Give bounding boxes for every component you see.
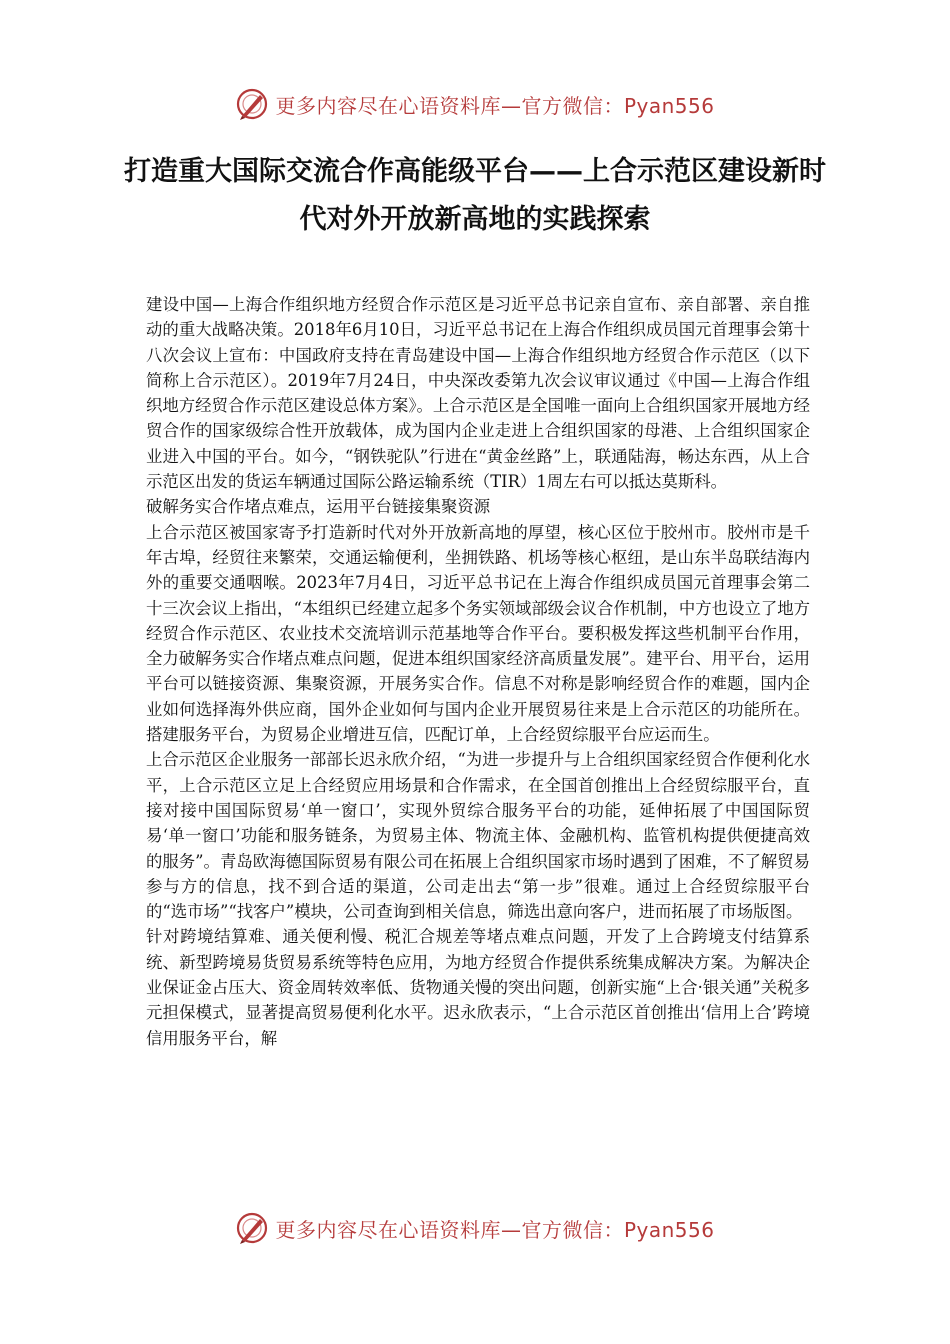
paragraph: 上合示范区被国家寄予打造新时代对外开放新高地的厚望，核心区位于胶州市。胶州市是千年古埠，经贸往来繁荣，交通运输便利，坐拥铁路、机场等核心枢纽，是山东半岛联结海内外的重要交通咽喉。2023年7月4日，习近平总书记在上海合作组织成员国元首理事会第二十三次会议上指出，“本组织已经建立起多个务实领域部级会议合作机制，中方也设立了地方经贸合作示范区、农业技术交流培训示范基地等合作平台。要积极发挥这些机制平台作用，全力破解务实合作堵点难点问题，促进本组织国家经济高质量发展”。建平台、用平台，运用平台可以链接资源、集聚资源，开展务实合作。信息不对称是影响经贸合作的难题，国内企业如何选择海外供应商，国外企业如何与国内企业开展贸易往来是上合示范区的功能所在。搭建服务平台，为贸易企业增进互信，匹配订单，上合经贸综服平台应运而生。	[146, 522, 811, 745]
footer-banner	[0, 1206, 950, 1250]
banner-text: 更多内容尽在心语资料库—官方微信：Pyan556	[275, 1217, 715, 1242]
banner-text: 更多内容尽在心语资料库—官方微信：Pyan556	[275, 93, 715, 118]
header-banner	[0, 82, 950, 126]
pen-logo-icon	[235, 1211, 269, 1245]
section-heading: 破解务实合作堵点难点，运用平台链接集聚资源	[146, 497, 491, 517]
pen-logo-icon	[235, 87, 269, 121]
document-body	[146, 292, 810, 1051]
document-title: 打造重大国际交流合作高能级平台——上合示范区建设新时代对外开放新高地的实践探索	[124, 156, 826, 235]
paragraph: 建设中国—上海合作组织地方经贸合作示范区是习近平总书记亲自宣布、亲自部署、亲自推动的重大战略决策。2018年6月10日，习近平总书记在上海合作组织成员国元首理事会第十八次会议上宣布：中国政府支持在青岛建设中国—上海合作组织地方经贸合作示范区（以下简称上合示范区）。2019年7月24日，中央深改委第九次会议审议通过《中国—上海合作组织地方经贸合作示范区建设总体方案》。上合示范区是全国唯一面向上合组织国家开展地方经贸合作的国家级综合性开放载体，成为国内企业走进上合组织国家的母港、上合组织国家企业进入中国的平台。如今，“钢铁驼队”行进在“黄金丝路”上，联通陆海，畅达东西，从上合示范区出发的货运车辆通过国际公路运输系统（TIR）1周左右可以抵达莫斯科。	[146, 295, 810, 492]
paragraph: 上合示范区企业服务一部部长迟永欣介绍，“为进一步提升与上合组织国家经贸合作便利化水平，上合示范区立足上合经贸应用场景和合作需求，在全国首创推出上合经贸综服平台，直接对接中国国际贸易‘单一窗口’，实现外贸综合服务平台的功能，延伸拓展了中国国际贸易‘单一窗口’功能和服务链条，为贸易主体、物流主体、金融机构、监管机构提供便捷高效的服务”。青岛欧海德国际贸易有限公司在拓展上合组织国家市场时遇到了困难，不了解贸易参与方的信息，找不到合适的渠道，公司走出去“第一步”很难。通过上合经贸综服平台的“选市场”“找客户”模块，公司查询到相关信息，筛选出意向客户，进而拓展了市场版图。	[146, 750, 811, 922]
paragraph: 针对跨境结算难、通关便利慢、税汇合规差等堵点难点问题，开发了上合跨境支付结算系统、新型跨境易货贸易系统等特色应用，为地方经贸合作提供系统集成解决方案。为解决企业保证金占压大、资金周转效率低、货物通关慢的突出问题，创新实施“上合·银关通”关税多元担保模式，显著提高贸易便利化水平。迟永欣表示，“上合示范区首创推出‘信用上合’跨境信用服务平台，解	[146, 927, 810, 1048]
